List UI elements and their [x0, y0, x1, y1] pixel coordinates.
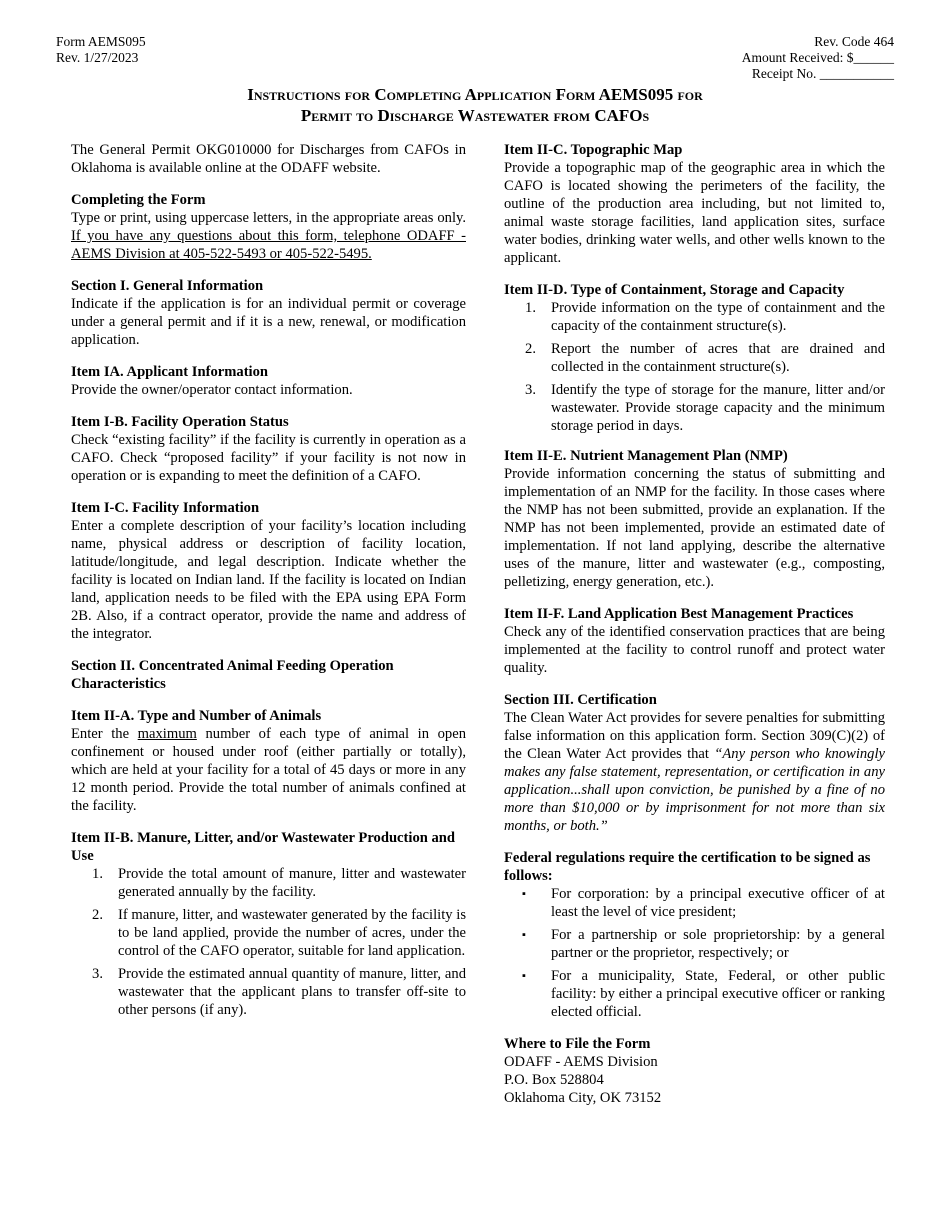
- list-item: ▪ For a municipality, State, Federal, or other public facility: by either a principal executive officer or ranking elected official.: [522, 968, 885, 1020]
- item-iif-block: [504, 605, 885, 677]
- section-3-heading: Section III. Certification: [504, 692, 657, 708]
- item-ib-text: Check “existing facility” if the facility is currently in operation as a CAFO. Check “proposed facility” if your facility is not now in operation or is expanding to meet the definition of a CAFO.: [71, 432, 466, 484]
- form-revision: Rev. 1/27/2023: [56, 50, 139, 65]
- certification-signer-list: [504, 885, 885, 1021]
- item-iie-heading: Item II-E. Nutrient Management Plan (NMP): [504, 448, 788, 464]
- federal-regulations-heading: Federal regulations require the certification to be signed as follows:: [504, 850, 871, 884]
- intro-block: [71, 141, 466, 177]
- item-ib-block: [71, 413, 466, 485]
- item-iib-list: [71, 865, 466, 1019]
- item-iib-heading: Item II-B. Manure, Litter, and/or Wastewater Production and Use: [71, 830, 456, 864]
- amount-received: Amount Received: $______: [741, 50, 894, 65]
- address-line-3: Oklahoma City, OK 73152: [504, 1090, 662, 1106]
- rev-code: Rev. Code 464: [814, 34, 894, 49]
- list-item: 1. Provide the total amount of manure, litter and wastewater generated annually by the facility.: [92, 866, 466, 900]
- title-line-2: Permit to Discharge Wastewater from CAFOs: [300, 106, 650, 125]
- item-iib-block: [71, 829, 466, 1019]
- list-item: 3. Provide the estimated annual quantity of manure, litter, and wastewater that the applicant plans to transfer off-site to other persons (if any).: [92, 966, 466, 1018]
- form-header-left: [56, 34, 146, 66]
- title-line-1: Instructions for Completing Application Form AEMS095 for: [247, 85, 703, 104]
- list-item: 2. Report the number of acres that are drained and collected in the containment structure(s).: [525, 341, 885, 375]
- item-ic-heading: Item I-C. Facility Information: [71, 500, 260, 516]
- section-2-heading: Section II. Concentrated Animal Feeding Operation Characteristics: [71, 658, 394, 692]
- item-iic-text: Provide a topographic map of the geographic area in which the CAFO is located showing the perimeters of the facility, the outline of the production area including, but not limited to, animal waste storage facilities, land application sites, surface water bodies, drinking water wells, and other wells known to the applicant.: [504, 160, 885, 266]
- section-3-block: [504, 691, 885, 835]
- section-3-text: The Clean Water Act provides for severe penalties for submitting false information on this application form. Section 309(C)(2) of the Clean Water Act provides that: [504, 710, 885, 762]
- completing-form-text: Type or print, using uppercase letters, in the appropriate areas only.: [71, 210, 466, 226]
- list-item: 2. If manure, litter, and wastewater generated by the facility is to be land applied, provide the number of acres, under the control of the CAFO operator, suitable for land application.: [92, 907, 466, 959]
- section-2-block: [71, 657, 466, 693]
- item-iia-text-before: Enter the: [71, 726, 138, 742]
- bullet-icon: ▪: [522, 888, 526, 900]
- item-iia-text-after: number of each type of animal in open confinement or housed under roof (either partially or totally), which are held at your facility for a total of 45 days or more in any 12 month period. Provide the total number of animals confined at the facility.: [71, 726, 466, 814]
- form-id: Form AEMS095: [56, 34, 146, 49]
- where-to-file-block: [504, 1035, 885, 1107]
- item-iia-block: [71, 707, 466, 815]
- item-iid-list: [504, 299, 885, 435]
- section-1-block: [71, 277, 466, 349]
- section-1-heading: Section I. General Information: [71, 278, 264, 294]
- form-header-right: [742, 34, 894, 82]
- item-ia-block: [71, 363, 466, 399]
- item-ic-block: [71, 499, 466, 643]
- item-ic-text: Enter a complete description of your facility’s location including name, physical address or description of facility location, latitude/longitude, and legal description. Indicate whether the facility is located on Indian land. If the facility is located on Indian land, application needs to be filed with the EPA using EPA Form 2B. Also, if a contract operator, provide the name and address of the integrator.: [71, 518, 466, 642]
- list-item: 3. Identify the type of storage for the manure, litter and/or wastewater. Provide storage capacity and the minimum storage period in days.: [525, 382, 885, 434]
- item-iid-heading: Item II-D. Type of Containment, Storage and Capacity: [504, 282, 845, 298]
- page-title: [0, 84, 950, 126]
- item-iid-block: [504, 281, 885, 435]
- section-1-text: Indicate if the application is for an individual permit or coverage under a general permit and if it is a new, renewal, or modification application.: [71, 296, 466, 348]
- address-line-2: P.O. Box 528804: [504, 1072, 604, 1088]
- item-iia-maximum: maximum: [137, 726, 197, 742]
- completing-form-block: [71, 191, 466, 263]
- left-column: [71, 141, 466, 1033]
- item-iic-heading: Item II-C. Topographic Map: [504, 142, 683, 158]
- bullet-icon: ▪: [522, 970, 526, 982]
- list-item: ▪ For a partnership or sole proprietorship: by a general partner or the proprietor, respectively; or: [522, 927, 885, 961]
- clean-water-act-quote: “Any person who knowingly makes any false statement, representation, or certification in any application...shall upon conviction, be punished by a fine of no more than $10,000 or by imprisonment for not more than six months, or both.”: [504, 746, 885, 834]
- item-iie-block: [504, 447, 885, 591]
- completing-form-heading: Completing the Form: [71, 192, 206, 208]
- intro-text: The General Permit OKG010000 for Discharges from CAFOs in Oklahoma is available online at the ODAFF website.: [71, 142, 466, 176]
- federal-regulations-block: [504, 849, 885, 1021]
- list-item: 1. Provide information on the type of containment and the capacity of the containment structure(s).: [525, 300, 885, 334]
- contact-phone-text: If you have any questions about this form, telephone ODAFF - AEMS Division at 405-522-5493 or 405-522-5495.: [71, 228, 466, 262]
- item-iia-heading: Item II-A. Type and Number of Animals: [71, 708, 322, 724]
- item-iic-block: [504, 141, 885, 267]
- item-iif-text: Check any of the identified conservation practices that are being implemented at the facility to control runoff and protect water quality.: [504, 624, 885, 676]
- bullet-icon: ▪: [522, 929, 526, 941]
- item-ia-text: Provide the owner/operator contact information.: [71, 382, 353, 398]
- right-column: [504, 141, 885, 1121]
- where-to-file-heading: Where to File the Form: [504, 1036, 651, 1052]
- item-ia-heading: Item IA. Applicant Information: [71, 364, 269, 380]
- item-iie-text: Provide information concerning the status of submitting and implementation of an NMP for the facility. In those cases where the NMP has not been submitted, provide an explanation. If the NMP has not been implemented, provide an estimated date of implementation. If not land applying, describe the alternative uses of the manure, litter and wastewater (e.g., composting, pelletizing, energy generation, etc.).: [504, 466, 885, 590]
- item-iif-heading: Item II-F. Land Application Best Management Practices: [504, 606, 854, 622]
- list-item: ▪ For corporation: by a principal executive officer of at least the level of vice president;: [522, 886, 885, 920]
- receipt-no: Receipt No. ___________: [751, 66, 894, 81]
- item-ib-heading: Item I-B. Facility Operation Status: [71, 414, 289, 430]
- address-line-1: ODAFF - AEMS Division: [504, 1054, 658, 1070]
